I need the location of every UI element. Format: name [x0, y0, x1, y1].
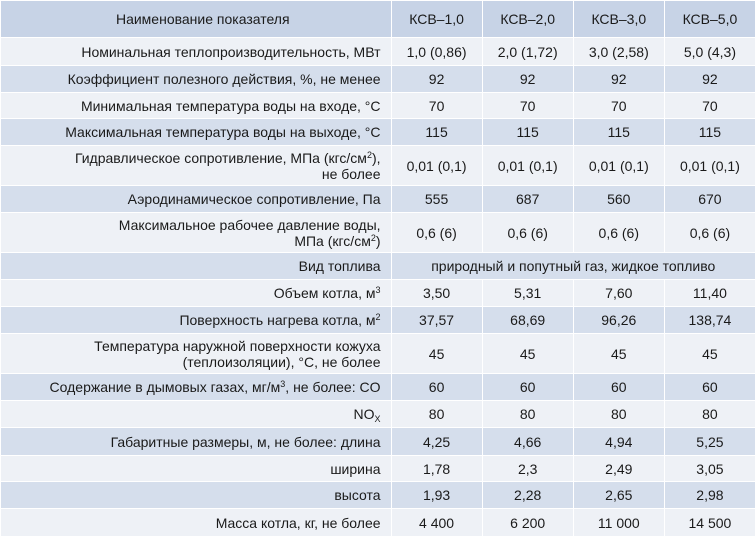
row-value: 0,01 (0,1) — [391, 146, 482, 186]
table-row — [1, 280, 756, 307]
row-value: 60 — [391, 374, 482, 401]
row-label: Масса котла, кг, не более — [1, 509, 392, 537]
label-part: Содержание в дымовых газах, мг/м — [49, 379, 281, 395]
header-model-ksv-5: КСВ–5,0 — [664, 1, 755, 38]
row-value: 70 — [573, 93, 664, 119]
row-value: 6 200 — [482, 509, 573, 537]
table-row — [1, 38, 756, 66]
table-row — [1, 509, 756, 537]
table-row — [1, 307, 756, 334]
superscript: 2 — [375, 312, 381, 322]
row-label — [1, 401, 392, 428]
table-row — [1, 374, 756, 401]
row-value: 14 500 — [664, 509, 755, 537]
row-label — [1, 280, 392, 307]
table-header-row — [1, 1, 756, 38]
row-label: Вид топлива — [1, 253, 392, 280]
row-value: 70 — [482, 93, 573, 119]
row-value: 60 — [482, 374, 573, 401]
row-value: 80 — [391, 401, 482, 428]
header-parameter-name: Наименование показателя — [1, 1, 392, 38]
row-value: 687 — [482, 186, 573, 213]
row-value: 4,94 — [573, 428, 664, 456]
row-value: 115 — [482, 119, 573, 146]
label-part: Максимальное рабочее давление воды, — [118, 216, 381, 233]
row-value: 11 000 — [573, 509, 664, 537]
row-label: Аэродинамическое сопротивление, Па — [1, 186, 392, 213]
row-value: 4 400 — [391, 509, 482, 537]
superscript: 2 — [370, 232, 376, 243]
row-value: 45 — [391, 334, 482, 374]
row-label: Номинальная теплопроизводительность, МВт — [1, 38, 392, 66]
row-value: 45 — [573, 334, 664, 374]
row-value: 96,26 — [573, 307, 664, 334]
row-value: 11,40 — [664, 280, 755, 307]
row-value: 4,66 — [482, 428, 573, 456]
label-part: (теплоизоляции), °С, не более — [182, 353, 381, 370]
row-value: 60 — [573, 374, 664, 401]
row-value: 0,01 (0,1) — [664, 146, 755, 186]
superscript: 3 — [280, 379, 286, 389]
row-label — [1, 374, 392, 401]
row-value: 92 — [664, 66, 755, 93]
header-model-ksv-1: КСВ–1,0 — [391, 1, 482, 38]
row-value: 0,01 (0,1) — [573, 146, 664, 186]
table-row — [1, 428, 756, 456]
row-value: 60 — [664, 374, 755, 401]
row-label — [1, 334, 392, 374]
subscript: X — [374, 414, 381, 424]
label-part: Поверхность нагрева котла, м — [179, 312, 376, 328]
label-part: ), — [371, 149, 381, 166]
row-label: Коэффициент полезного действия, %, не менее — [1, 66, 392, 93]
row-value: 670 — [664, 186, 755, 213]
row-value: 1,0 (0,86) — [391, 38, 482, 66]
row-value: 560 — [573, 186, 664, 213]
row-value: 0,6 (6) — [664, 213, 755, 253]
row-label: высота — [1, 482, 392, 509]
superscript: 2 — [366, 149, 372, 160]
row-value: 2,3 — [482, 456, 573, 482]
row-value: 2,98 — [664, 482, 755, 509]
table-row — [1, 334, 756, 374]
row-value: 80 — [573, 401, 664, 428]
row-value: 0,6 (6) — [482, 213, 573, 253]
label-part: , не более: CO — [285, 379, 381, 395]
table-row — [1, 482, 756, 509]
row-value: 37,57 — [391, 307, 482, 334]
row-value: 68,69 — [482, 307, 573, 334]
row-value: 70 — [391, 93, 482, 119]
table-row — [1, 401, 756, 428]
row-label — [1, 146, 392, 186]
superscript: 3 — [375, 285, 381, 295]
header-model-ksv-3: КСВ–3,0 — [573, 1, 664, 38]
label-part: Объем котла, м — [273, 285, 376, 301]
row-value: 0,01 (0,1) — [482, 146, 573, 186]
label-part: Гидравлическое сопротивление, МПа (кгс/см — [74, 149, 367, 166]
table-row — [1, 93, 756, 119]
row-label: Габаритные размеры, м, не более: длина — [1, 428, 392, 456]
row-value: 3,05 — [664, 456, 755, 482]
header-model-ksv-2: КСВ–2,0 — [482, 1, 573, 38]
row-label: ширина — [1, 456, 392, 482]
row-value: 80 — [482, 401, 573, 428]
row-value: 80 — [664, 401, 755, 428]
fuel-type-value: природный и попутный газ, жидкое топливо — [391, 253, 755, 280]
row-value: 45 — [482, 334, 573, 374]
row-value: 2,49 — [573, 456, 664, 482]
table-row — [1, 456, 756, 482]
row-value: 92 — [573, 66, 664, 93]
label-part: NO — [353, 406, 375, 422]
row-value: 70 — [664, 93, 755, 119]
row-value: 2,0 (1,72) — [482, 38, 573, 66]
row-label — [1, 307, 392, 334]
table-row — [1, 186, 756, 213]
row-value: 115 — [391, 119, 482, 146]
row-value: 4,25 — [391, 428, 482, 456]
row-value: 115 — [573, 119, 664, 146]
row-value: 92 — [482, 66, 573, 93]
row-value: 5,25 — [664, 428, 755, 456]
table-row — [1, 213, 756, 253]
row-value: 1,93 — [391, 482, 482, 509]
row-label — [1, 213, 392, 253]
row-value: 0,6 (6) — [573, 213, 664, 253]
row-value: 5,0 (4,3) — [664, 38, 755, 66]
label-part: не более — [321, 165, 381, 182]
row-value: 5,31 — [482, 280, 573, 307]
row-value: 7,60 — [573, 280, 664, 307]
table-row — [1, 253, 756, 280]
row-value: 2,65 — [573, 482, 664, 509]
row-label: Минимальная температура воды на входе, °С — [1, 93, 392, 119]
row-value: 138,74 — [664, 307, 755, 334]
row-value: 115 — [664, 119, 755, 146]
label-part: МПа (кгс/см — [294, 232, 371, 249]
table-row — [1, 66, 756, 93]
row-value: 0,6 (6) — [391, 213, 482, 253]
row-value: 45 — [664, 334, 755, 374]
row-value: 3,50 — [391, 280, 482, 307]
table-row — [1, 146, 756, 186]
row-value: 1,78 — [391, 456, 482, 482]
table-row — [1, 119, 756, 146]
label-part: Температура наружной поверхности кожуха — [94, 337, 381, 354]
row-value: 92 — [391, 66, 482, 93]
row-label: Максимальная температура воды на выходе, °С — [1, 119, 392, 146]
row-value: 2,28 — [482, 482, 573, 509]
row-value: 555 — [391, 186, 482, 213]
label-part: ) — [375, 232, 381, 249]
row-value: 3,0 (2,58) — [573, 38, 664, 66]
